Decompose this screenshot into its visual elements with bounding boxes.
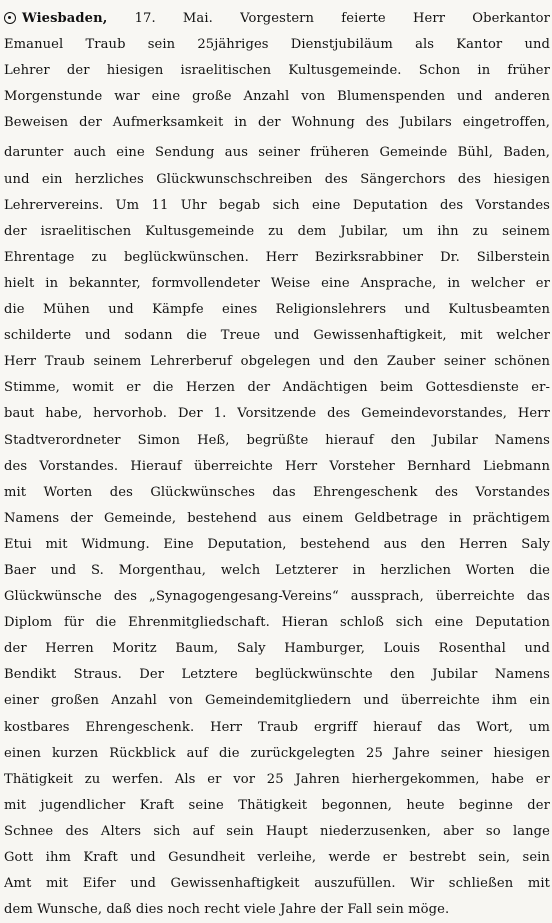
article-line: die Mühen und Kämpfe eines Religionslehrers und Kultusbeamten: [4, 302, 550, 318]
article-line: Lehrervereins. Um 11 Uhr begab sich eine Deputation des Vorstandes: [4, 197, 550, 213]
article-line: Emanuel Traub sein 25jähriges Dienstjubiläum als Kantor und: [4, 37, 550, 53]
article-line: einer großen Anzahl von Gemeindemitgliedern und überreichte ihm ein: [4, 693, 550, 709]
article-line: Schnee des Alters sich auf sein Haupt niederzusenken, aber so lange: [4, 823, 550, 839]
article-line: einen kurzen Rückblick auf die zurückgelegten 25 Jahre seiner hiesigen: [4, 745, 550, 761]
article-first-line: [4, 6, 550, 32]
article-line: mit Worten des Glückwünsches das Ehrengeschenk des Vorstandes: [4, 484, 550, 500]
dateline-place: Wiesbaden,: [22, 11, 108, 26]
article-line: kostbares Ehrengeschenk. Herr Traub ergriff hierauf das Wort, um: [4, 719, 550, 735]
article-body: [4, 6, 550, 923]
article-last-line: dem Wunsche, daß dies noch recht viele Jahre der Fall sein möge.: [4, 902, 450, 918]
article-line: und ein herzliches Glückwunschschreiben des Sängerchors des hiesigen: [4, 171, 550, 187]
article-line: Vorgestern feierte Herr Oberkantor: [240, 11, 550, 26]
dateline-date: 17. Mai.: [134, 11, 213, 26]
article-line: Stimme, womit er die Herzen der Andächtigen beim Gottesdienste er-: [4, 380, 550, 396]
article-line: des Vorstandes. Hierauf überreichte Herr Vorsteher Bernhard Liebmann: [4, 458, 550, 474]
article-line: schilderte und sodann die Treue und Gewissenhaftigkeit, mit welcher: [4, 328, 550, 344]
article-line: Herr Traub seinem Lehrerberuf obgelegen und den Zauber seiner schönen: [4, 354, 550, 370]
article-line: Stadtverordneter Simon Heß, begrüßte hierauf den Jubilar Namens: [4, 432, 550, 448]
article-line: Etui mit Widmung. Eine Deputation, bestehend aus den Herren Saly: [4, 536, 550, 552]
article-line: mit jugendlicher Kraft seine Thätigkeit begonnen, heute beginne der: [4, 797, 550, 813]
article-line: Namens der Gemeinde, bestehend aus einem Geldbetrage in prächtigem: [4, 510, 550, 526]
article-line: Thätigkeit zu werfen. Als er vor 25 Jahren hierhergekommen, habe er: [4, 771, 550, 787]
article-line: darunter auch eine Sendung aus seiner früheren Gemeinde Bühl, Baden,: [4, 145, 550, 161]
article-line: Baer und S. Morgenthau, welch Letzterer in herzlichen Worten die: [4, 562, 550, 578]
article-line: der israelitischen Kultusgemeinde zu dem Jubilar, um ihn zu seinem: [4, 223, 550, 239]
article-line: Ehrentage zu beglückwünschen. Herr Bezirksrabbiner Dr. Silberstein: [4, 249, 550, 265]
article-line: Lehrer der hiesigen israelitischen Kultusgemeinde. Schon in früher: [4, 63, 550, 79]
article-line: Morgenstunde war eine große Anzahl von Blumenspenden und anderen: [4, 89, 550, 105]
section-marker-icon: [4, 6, 22, 32]
article-line: Bendikt Straus. Der Letztere beglückwünschte den Jubilar Namens: [4, 667, 550, 683]
article-line: Beweisen der Aufmerksamkeit in der Wohnung des Jubilars eingetroffen,: [4, 115, 550, 131]
article-line: der Herren Moritz Baum, Saly Hamburger, Louis Rosenthal und: [4, 641, 550, 657]
article-line: baut habe, hervorhob. Der 1. Vorsitzende des Gemeindevorstandes, Herr: [4, 406, 550, 422]
article-line: hielt in bekannter, formvollendeter Weise eine Ansprache, in welcher er: [4, 275, 550, 291]
article-line: Glückwünsche des „Synagogengesang-Vereins“ aussprach, überreichte das: [4, 589, 550, 605]
article-line: Diplom für die Ehrenmitgliedschaft. Hieran schloß sich eine Deputation: [4, 615, 550, 631]
article-line: Gott ihm Kraft und Gesundheit verleihe, werde er bestrebt sein, sein: [4, 850, 550, 865]
article-line: Amt mit Eifer und Gewissenhaftigkeit auszufüllen. Wir schließen mit: [4, 876, 550, 892]
